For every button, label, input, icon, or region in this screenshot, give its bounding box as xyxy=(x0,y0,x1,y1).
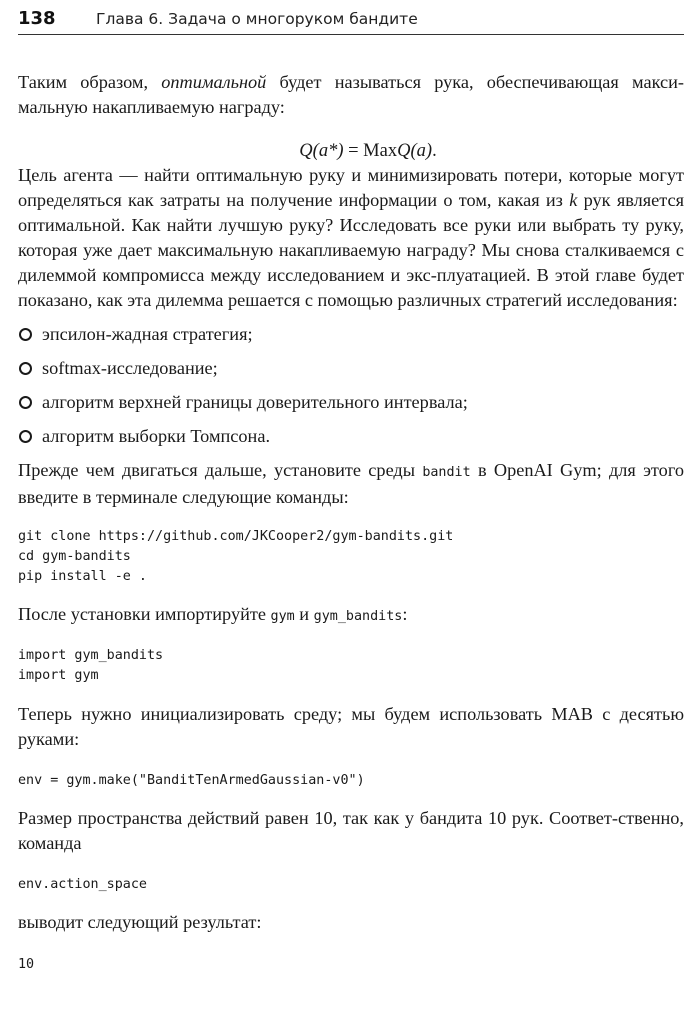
emphasis-text: оптимальной xyxy=(161,72,267,92)
formula-symbol: Q xyxy=(299,141,313,161)
bullet-circle-icon xyxy=(19,430,32,443)
code-line: pip install -e . xyxy=(18,569,147,584)
paragraph-action-space: Размер пространства действий равен 10, так как у бандита 10 рук. Соответ-ственно, команда xyxy=(18,808,684,853)
list-item-text: softmax-исследование; xyxy=(42,358,218,378)
code-line: cd gym-bandits xyxy=(18,549,131,564)
paragraph-output: выводит следующий результат: xyxy=(18,912,262,932)
list-item xyxy=(18,390,684,415)
inline-code: bandit xyxy=(422,465,471,480)
code-line: git clone https://github.com/JKCooper2/gym-bandits.git xyxy=(18,529,454,544)
text-run: Цель агента — найти оптимальную руку и минимизировать потери, которые могут определяться как затраты на получение информации о том, какая из xyxy=(18,165,684,210)
code-block-output: 10 xyxy=(18,957,35,972)
formula-arg: (a*) xyxy=(312,141,344,161)
bullet-circle-icon xyxy=(19,362,32,375)
formula-operator: = Max xyxy=(343,141,398,161)
text-run: После установки импортируйте xyxy=(18,604,271,624)
list-item xyxy=(18,322,684,347)
code-block-make-env: env = gym.make("BanditTenArmedGaussian-v0") xyxy=(18,773,365,788)
page-body xyxy=(18,70,684,975)
text-run: и xyxy=(294,604,314,624)
code-block-action-space: env.action_space xyxy=(18,877,147,892)
list-item xyxy=(18,356,684,381)
formula-end: . xyxy=(432,141,437,161)
bullet-circle-icon xyxy=(19,328,32,341)
list-item-text: алгоритм верхней границы доверительного интервала; xyxy=(42,392,468,412)
list-item-text: алгоритм выборки Томпсона. xyxy=(42,426,271,446)
paragraph-init-env: Теперь нужно инициализировать среду; мы будем использовать MAB с десятью руками: xyxy=(18,704,684,749)
code-block-import xyxy=(18,646,684,686)
inline-code: gym_bandits xyxy=(313,609,403,624)
formula-arg: (a) xyxy=(410,141,433,161)
code-block-install xyxy=(18,527,684,587)
code-line: import gym xyxy=(18,668,99,683)
text-run: : xyxy=(402,604,408,624)
formula-optimal-value xyxy=(18,139,684,163)
text-run: будет называться рука, обеспечивающая макси-мальную накапливаемую награду: xyxy=(18,72,685,117)
paragraph-optimal-arm xyxy=(18,70,684,120)
paragraph-import xyxy=(18,602,684,629)
text-run: Прежде чем двигаться дальше, установите среды xyxy=(18,460,423,480)
paragraph-agent-goal xyxy=(18,163,684,313)
emphasis-text: k xyxy=(569,190,578,210)
text-run: Таким образом, xyxy=(18,72,162,92)
page-header xyxy=(18,8,684,35)
text-run: рук является оптимальной. Как найти лучшую руку? Исследовать все руки или выбрать ту руку, которая уже дает максимальную накапливаемую награду? Мы снова сталкиваемся с дилеммой компромисса между исследованием и экс-плуатацией. В этой главе будет показано, как эта дилемма решается с помощью различных стратегий исследования: xyxy=(18,190,684,310)
code-line: import gym_bandits xyxy=(18,648,164,663)
inline-code: gym xyxy=(270,609,295,624)
page-number: 138 xyxy=(18,8,56,29)
bullet-circle-icon xyxy=(19,396,32,409)
strategy-list xyxy=(18,322,684,449)
paragraph-install-envs xyxy=(18,458,684,510)
list-item-text: эпсилон-жадная стратегия; xyxy=(42,324,253,344)
chapter-title: Глава 6. Задача о многоруком бандите xyxy=(96,10,418,28)
list-item xyxy=(18,424,684,449)
formula-symbol: Q xyxy=(397,141,411,161)
text-run: в OpenAI Gym; для этого введите в терминале следующие команды: xyxy=(18,460,685,507)
